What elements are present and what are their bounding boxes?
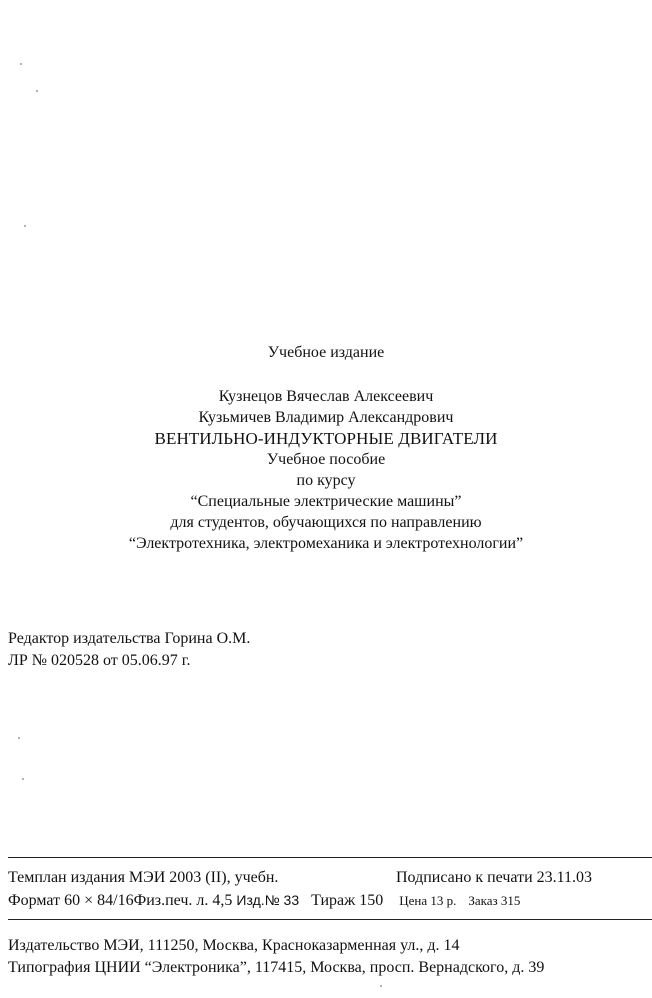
paper-format: Формат 60 × 84/16 [8,892,134,909]
publication-type: Учебное издание [267,344,385,361]
license-line: ЛР № 020528 от 05.06.97 г. [8,652,191,669]
order-number: Заказ 315 [468,893,521,908]
publisher-block [8,935,544,979]
publishing-plan: Темплан издания МЭИ 2003 (II), учебн. [8,869,279,886]
edition-number: Изд.№ 33 [236,892,300,908]
imprint-row-1 [8,868,652,888]
scan-speck [24,225,26,227]
book-title: ВЕНТИЛЬНО-ИНДУКТОРНЫЕ ДВИГАТЕЛИ [154,429,498,448]
description-line-3: “Специальные электрические машины” [190,493,462,510]
scan-speck [380,985,382,987]
author-1: Кузнецов Вячеслав Алексеевич [218,388,434,405]
author-2: Кузьмичев Владимир Александрович [198,409,454,426]
description-line-5: “Электротехника, электромеханика и электротехнологии” [128,535,524,552]
price: Цена 13 р. [399,893,457,908]
printer-line: Типография ЦНИИ “Электроника”, 117415, Москва, просп. Вернадского, д. 39 [8,959,545,976]
publication-type-label [0,342,652,363]
description-line-4: для студентов, обучающихся по направлению [170,514,482,531]
print-run: Тираж 150 [311,892,384,909]
scan-speck [20,63,22,65]
editor-line: Редактор издательства Горина О.М. [8,630,251,647]
description-line-1: Учебное пособие [266,451,386,468]
signed-date: Подписано к печати 23.11.03 [396,869,593,886]
publisher-line: Издательство МЭИ, 111250, Москва, Красноказарменная ул., д. 14 [8,937,460,954]
imprint-row-2 [8,890,652,911]
description-line-2: по курсу [296,472,356,489]
printed-sheets: Физ.печ. л. 4,5 [133,892,233,909]
scan-speck [18,737,20,739]
divider-bottom [8,919,652,920]
scan-speck [22,778,24,780]
editor-block [8,628,250,672]
scan-speck [36,90,38,92]
title-block [0,386,652,554]
divider-top [8,857,652,858]
